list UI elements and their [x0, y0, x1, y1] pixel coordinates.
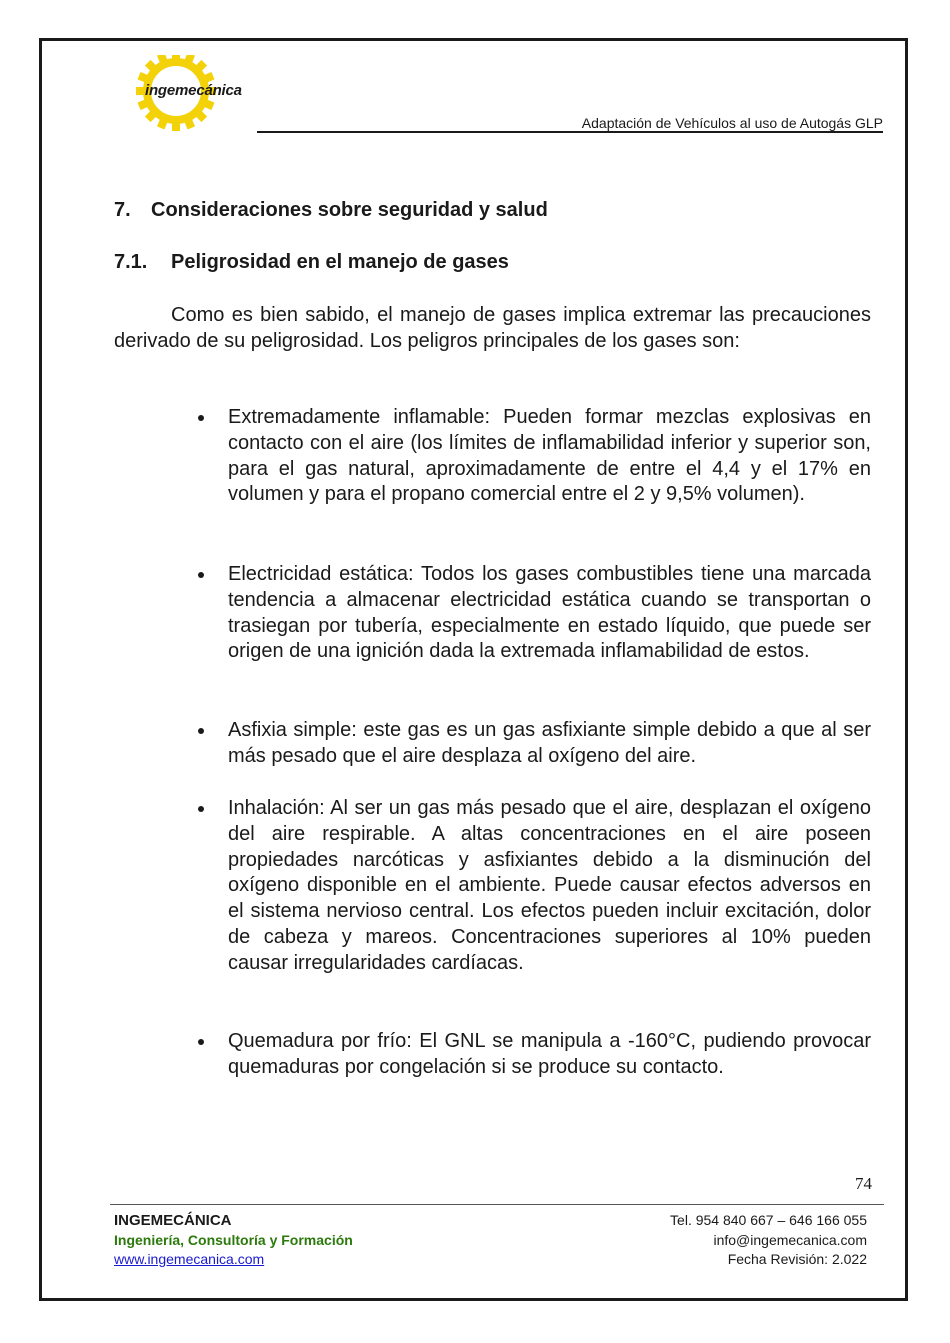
footer-website-link[interactable]: www.ingemecanica.com — [114, 1251, 265, 1267]
list-item-inhalation — [228, 796, 871, 977]
section-number: 7. — [114, 199, 131, 221]
footer-company-name: INGEMECÁNICA — [114, 1212, 232, 1229]
list-item-text: Inhalación: Al ser un gas más pesado que el aire, desplazan el oxígeno del aire respirable. A altas concentraciones en el aire poseen propiedades narcóticas y asfixiantes debido a la disminución del oxígeno disponible en el ambiente. Puede causar efectos adversos en el sistema nervioso central. Los efectos pueden incluir excitación, dolor de cabeza y mareos. Concentraciones superiores al 10% pueden causar irregularidades cardíacas. — [228, 797, 871, 974]
footer-phone: Tel. 954 840 667 – 646 166 055 — [670, 1212, 867, 1228]
footer-email: info@ingemecanica.com — [713, 1231, 867, 1248]
company-logo — [130, 55, 265, 133]
list-item-static — [228, 562, 871, 665]
page-border — [39, 38, 908, 1301]
footer-contact-info — [670, 1211, 867, 1270]
subsection-number: 7.1. — [114, 251, 148, 273]
bullet-icon — [198, 728, 204, 734]
list-item-text: Asfixia simple: este gas es un gas asfixiante simple debido a que al ser más pesado que el aire desplaza al oxígeno del aire. — [228, 719, 871, 767]
bullet-icon — [198, 1039, 204, 1045]
footer-rule — [110, 1204, 884, 1205]
footer-tagline: Ingeniería, Consultoría y Formación — [114, 1231, 353, 1248]
bullet-icon — [198, 806, 204, 812]
section-title: Consideraciones sobre seguridad y salud — [151, 199, 548, 221]
list-item-text: Extremadamente inflamable: Pueden formar mezclas explosivas en contacto con el aire (los límites de inflamabilidad inferior y superior son, para el gas natural, aproximadamente de entre el 4,4 y el 17% en volumen y para el propano comercial entre el 2 y 9,5% volumen). — [228, 406, 871, 506]
list-item-text: Quemadura por frío: El GNL se manipula a -160°C, pudiendo provocar quemaduras por congelación si se produce su contacto. — [228, 1030, 871, 1078]
page-number: 74 — [855, 1174, 872, 1193]
bullet-icon — [198, 415, 204, 421]
footer-company-info — [114, 1211, 353, 1270]
section-heading — [114, 199, 548, 222]
document-title: Adaptación de Vehículos al uso de Autogás GLP — [581, 115, 883, 131]
header-rule — [257, 131, 883, 133]
list-item-flammable — [228, 405, 871, 508]
subsection-title: Peligrosidad en el manejo de gases — [171, 251, 509, 273]
list-item-cold-burn — [228, 1029, 871, 1081]
list-item-asphyxia — [228, 718, 871, 770]
intro-paragraph: Como es bien sabido, el manejo de gases implica extremar las precauciones derivado de su peligrosidad. Los peligros principales de los gases son: — [114, 304, 871, 352]
footer-revision-date: Fecha Revisión: 2.022 — [727, 1251, 867, 1267]
logo-text: ingemecánica — [145, 82, 242, 99]
bullet-icon — [198, 572, 204, 578]
list-item-text: Electricidad estática: Todos los gases combustibles tiene una marcada tendencia a almacenar electricidad estática cuando se transportan o trasiegan por tubería, especialmente en estado líquido, que puede ser origen de una ignición dada la extremada inflamabilidad de estos. — [228, 563, 871, 663]
subsection-heading — [114, 251, 509, 274]
